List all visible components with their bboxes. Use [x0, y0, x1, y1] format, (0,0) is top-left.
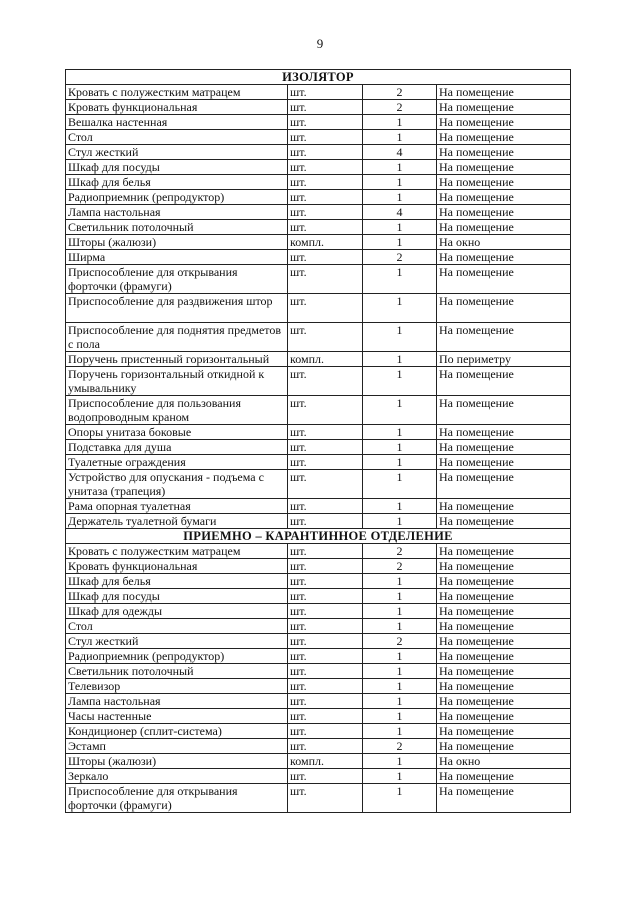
- quantity-cell: 1: [363, 425, 437, 440]
- location-cell: На помещение: [437, 160, 571, 175]
- table-row: [66, 574, 571, 589]
- location-cell: На помещение: [437, 784, 571, 813]
- item-name-cell: Подставка для душа: [66, 440, 288, 455]
- table-row: [66, 160, 571, 175]
- location-cell: На окно: [437, 754, 571, 769]
- quantity-cell: 1: [363, 709, 437, 724]
- section-title: ИЗОЛЯТОР: [66, 70, 571, 85]
- quantity-cell: 1: [363, 514, 437, 529]
- location-cell: По периметру: [437, 352, 571, 367]
- location-cell: На окно: [437, 235, 571, 250]
- table-row: [66, 352, 571, 367]
- quantity-cell: 1: [363, 265, 437, 294]
- table-row: [66, 250, 571, 265]
- table-row: [66, 367, 571, 396]
- table-row: [66, 130, 571, 145]
- item-name-cell: Шкаф для посуды: [66, 589, 288, 604]
- item-name-cell: Шкаф для одежды: [66, 604, 288, 619]
- item-name-cell: Приспособление для поднятия предметов с пола: [66, 323, 288, 352]
- table-row: [66, 784, 571, 813]
- quantity-cell: 2: [363, 559, 437, 574]
- location-cell: На помещение: [437, 724, 571, 739]
- unit-cell: шт.: [288, 649, 363, 664]
- item-name-cell: Кровать функциональная: [66, 559, 288, 574]
- location-cell: На помещение: [437, 470, 571, 499]
- location-cell: На помещение: [437, 694, 571, 709]
- unit-cell: шт.: [288, 250, 363, 265]
- quantity-cell: 2: [363, 100, 437, 115]
- quantity-cell: 1: [363, 604, 437, 619]
- table-row: [66, 396, 571, 425]
- item-name-cell: Светильник потолочный: [66, 220, 288, 235]
- item-name-cell: Устройство для опускания - подъема с унитаза (трапеция): [66, 470, 288, 499]
- item-name-cell: Шкаф для посуды: [66, 160, 288, 175]
- table-row: [66, 634, 571, 649]
- quantity-cell: 1: [363, 115, 437, 130]
- location-cell: На помещение: [437, 220, 571, 235]
- unit-cell: шт.: [288, 589, 363, 604]
- page-number: 9: [316, 36, 324, 51]
- item-name-cell: Приспособление для открывания форточки (фрамуги): [66, 265, 288, 294]
- table-row: [66, 604, 571, 619]
- unit-cell: шт.: [288, 784, 363, 813]
- item-name-cell: Поручень пристенный горизонтальный: [66, 352, 288, 367]
- unit-cell: шт.: [288, 145, 363, 160]
- location-cell: На помещение: [437, 544, 571, 559]
- unit-cell: шт.: [288, 323, 363, 352]
- quantity-cell: 1: [363, 367, 437, 396]
- item-name-cell: Кондиционер (сплит-система): [66, 724, 288, 739]
- item-name-cell: Туалетные ограждения: [66, 455, 288, 470]
- quantity-cell: 1: [363, 574, 437, 589]
- item-name-cell: Опоры унитаза боковые: [66, 425, 288, 440]
- item-name-cell: Стул жесткий: [66, 634, 288, 649]
- unit-cell: шт.: [288, 294, 363, 323]
- item-name-cell: Ширма: [66, 250, 288, 265]
- quantity-cell: 1: [363, 679, 437, 694]
- location-cell: На помещение: [437, 265, 571, 294]
- table-row: [66, 115, 571, 130]
- section-title: ПРИЕМНО – КАРАНТИННОЕ ОТДЕЛЕНИЕ: [66, 529, 571, 544]
- location-cell: На помещение: [437, 634, 571, 649]
- table-row: [66, 769, 571, 784]
- unit-cell: шт.: [288, 470, 363, 499]
- section-header-row: [66, 70, 571, 85]
- table-row: [66, 455, 571, 470]
- table-row: [66, 709, 571, 724]
- location-cell: На помещение: [437, 323, 571, 352]
- table-row: [66, 190, 571, 205]
- unit-cell: шт.: [288, 619, 363, 634]
- unit-cell: шт.: [288, 499, 363, 514]
- table-row: [66, 754, 571, 769]
- unit-cell: шт.: [288, 396, 363, 425]
- unit-cell: шт.: [288, 100, 363, 115]
- item-name-cell: Шторы (жалюзи): [66, 754, 288, 769]
- quantity-cell: 1: [363, 294, 437, 323]
- unit-cell: шт.: [288, 679, 363, 694]
- item-name-cell: Держатель туалетной бумаги: [66, 514, 288, 529]
- quantity-cell: 1: [363, 440, 437, 455]
- location-cell: На помещение: [437, 499, 571, 514]
- unit-cell: шт.: [288, 455, 363, 470]
- unit-cell: шт.: [288, 85, 363, 100]
- item-name-cell: Рама опорная туалетная: [66, 499, 288, 514]
- item-name-cell: Кровать с полужестким матрацем: [66, 544, 288, 559]
- unit-cell: шт.: [288, 367, 363, 396]
- unit-cell: шт.: [288, 130, 363, 145]
- item-name-cell: Зеркало: [66, 769, 288, 784]
- equipment-table-body: [66, 70, 571, 813]
- unit-cell: шт.: [288, 160, 363, 175]
- table-row: [66, 235, 571, 250]
- location-cell: На помещение: [437, 649, 571, 664]
- location-cell: На помещение: [437, 589, 571, 604]
- table-row: [66, 265, 571, 294]
- item-name-cell: Телевизор: [66, 679, 288, 694]
- quantity-cell: 2: [363, 739, 437, 754]
- table-row: [66, 649, 571, 664]
- unit-cell: шт.: [288, 425, 363, 440]
- quantity-cell: 1: [363, 694, 437, 709]
- unit-cell: шт.: [288, 769, 363, 784]
- item-name-cell: Кровать с полужестким матрацем: [66, 85, 288, 100]
- item-name-cell: Лампа настольная: [66, 694, 288, 709]
- quantity-cell: 1: [363, 323, 437, 352]
- unit-cell: шт.: [288, 664, 363, 679]
- quantity-cell: 1: [363, 160, 437, 175]
- quantity-cell: 2: [363, 544, 437, 559]
- item-name-cell: Шторы (жалюзи): [66, 235, 288, 250]
- table-row: [66, 294, 571, 323]
- item-name-cell: Светильник потолочный: [66, 664, 288, 679]
- location-cell: На помещение: [437, 294, 571, 323]
- quantity-cell: 1: [363, 470, 437, 499]
- location-cell: На помещение: [437, 425, 571, 440]
- quantity-cell: 1: [363, 190, 437, 205]
- quantity-cell: 1: [363, 769, 437, 784]
- item-name-cell: Часы настенные: [66, 709, 288, 724]
- quantity-cell: 4: [363, 145, 437, 160]
- unit-cell: шт.: [288, 709, 363, 724]
- item-name-cell: Шкаф для белья: [66, 574, 288, 589]
- location-cell: На помещение: [437, 175, 571, 190]
- table-row: [66, 544, 571, 559]
- item-name-cell: Поручень горизонтальный откидной к умывальнику: [66, 367, 288, 396]
- item-name-cell: Вешалка настенная: [66, 115, 288, 130]
- quantity-cell: 1: [363, 175, 437, 190]
- location-cell: На помещение: [437, 145, 571, 160]
- table-row: [66, 470, 571, 499]
- quantity-cell: 1: [363, 455, 437, 470]
- location-cell: На помещение: [437, 709, 571, 724]
- unit-cell: шт.: [288, 574, 363, 589]
- unit-cell: шт.: [288, 514, 363, 529]
- location-cell: На помещение: [437, 559, 571, 574]
- unit-cell: шт.: [288, 559, 363, 574]
- location-cell: На помещение: [437, 396, 571, 425]
- quantity-cell: 1: [363, 396, 437, 425]
- unit-cell: шт.: [288, 739, 363, 754]
- unit-cell: шт.: [288, 634, 363, 649]
- unit-cell: шт.: [288, 604, 363, 619]
- item-name-cell: Эстамп: [66, 739, 288, 754]
- quantity-cell: 1: [363, 784, 437, 813]
- quantity-cell: 1: [363, 589, 437, 604]
- table-row: [66, 619, 571, 634]
- unit-cell: шт.: [288, 724, 363, 739]
- item-name-cell: Стол: [66, 619, 288, 634]
- item-name-cell: Радиоприемник (репродуктор): [66, 190, 288, 205]
- location-cell: На помещение: [437, 574, 571, 589]
- unit-cell: шт.: [288, 544, 363, 559]
- table-row: [66, 323, 571, 352]
- quantity-cell: 2: [363, 634, 437, 649]
- location-cell: На помещение: [437, 604, 571, 619]
- item-name-cell: Лампа настольная: [66, 205, 288, 220]
- table-row: [66, 514, 571, 529]
- unit-cell: шт.: [288, 265, 363, 294]
- unit-cell: компл.: [288, 235, 363, 250]
- unit-cell: шт.: [288, 175, 363, 190]
- location-cell: На помещение: [437, 190, 571, 205]
- table-row: [66, 85, 571, 100]
- location-cell: На помещение: [437, 85, 571, 100]
- table-row: [66, 175, 571, 190]
- table-row: [66, 589, 571, 604]
- location-cell: На помещение: [437, 514, 571, 529]
- table-row: [66, 440, 571, 455]
- unit-cell: компл.: [288, 754, 363, 769]
- section-header-row: [66, 529, 571, 544]
- table-row: [66, 100, 571, 115]
- unit-cell: шт.: [288, 220, 363, 235]
- unit-cell: шт.: [288, 190, 363, 205]
- quantity-cell: 2: [363, 250, 437, 265]
- table-row: [66, 145, 571, 160]
- quantity-cell: 1: [363, 754, 437, 769]
- quantity-cell: 1: [363, 619, 437, 634]
- location-cell: На помещение: [437, 250, 571, 265]
- table-row: [66, 205, 571, 220]
- location-cell: На помещение: [437, 679, 571, 694]
- table-row: [66, 499, 571, 514]
- quantity-cell: 1: [363, 220, 437, 235]
- unit-cell: шт.: [288, 115, 363, 130]
- location-cell: На помещение: [437, 619, 571, 634]
- quantity-cell: 1: [363, 499, 437, 514]
- quantity-cell: 1: [363, 664, 437, 679]
- item-name-cell: Радиоприемник (репродуктор): [66, 649, 288, 664]
- quantity-cell: 1: [363, 724, 437, 739]
- quantity-cell: 1: [363, 649, 437, 664]
- location-cell: На помещение: [437, 115, 571, 130]
- equipment-table: [65, 69, 571, 813]
- item-name-cell: Приспособление для пользования водопроводным краном: [66, 396, 288, 425]
- table-row: [66, 559, 571, 574]
- item-name-cell: Приспособление для раздвижения штор: [66, 294, 288, 323]
- location-cell: На помещение: [437, 769, 571, 784]
- quantity-cell: 2: [363, 85, 437, 100]
- location-cell: На помещение: [437, 205, 571, 220]
- table-row: [66, 220, 571, 235]
- unit-cell: шт.: [288, 694, 363, 709]
- item-name-cell: Шкаф для белья: [66, 175, 288, 190]
- quantity-cell: 1: [363, 352, 437, 367]
- table-row: [66, 664, 571, 679]
- location-cell: На помещение: [437, 455, 571, 470]
- location-cell: На помещение: [437, 367, 571, 396]
- table-row: [66, 724, 571, 739]
- item-name-cell: Кровать функциональная: [66, 100, 288, 115]
- item-name-cell: Стол: [66, 130, 288, 145]
- unit-cell: шт.: [288, 205, 363, 220]
- table-row: [66, 425, 571, 440]
- table-row: [66, 694, 571, 709]
- quantity-cell: 1: [363, 130, 437, 145]
- location-cell: На помещение: [437, 664, 571, 679]
- quantity-cell: 4: [363, 205, 437, 220]
- unit-cell: компл.: [288, 352, 363, 367]
- table-row: [66, 679, 571, 694]
- item-name-cell: Приспособление для открывания форточки (фрамуги): [66, 784, 288, 813]
- location-cell: На помещение: [437, 440, 571, 455]
- location-cell: На помещение: [437, 130, 571, 145]
- location-cell: На помещение: [437, 100, 571, 115]
- location-cell: На помещение: [437, 739, 571, 754]
- item-name-cell: Стул жесткий: [66, 145, 288, 160]
- table-row: [66, 739, 571, 754]
- quantity-cell: 1: [363, 235, 437, 250]
- unit-cell: шт.: [288, 440, 363, 455]
